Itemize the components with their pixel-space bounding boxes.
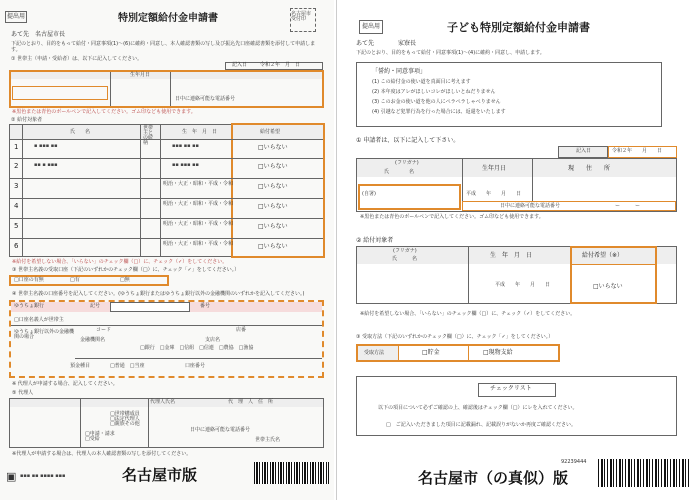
right-s2-wish-divider: [571, 264, 656, 265]
right-s2-note: ※給付を希望しない場合、「いらない」のチェック欄（□）に、チェック（✓）をしてください。: [360, 311, 576, 317]
left-addressee: あて先 名古屋市長: [11, 31, 66, 38]
right-agree-item: (2) 本年度はアレがほしいコレがほしいとねだりません: [372, 89, 496, 95]
left-s3-no[interactable]: □無: [120, 277, 130, 283]
left-row-no: 4: [14, 202, 19, 210]
left-footer-scan: ▪▪▪ ▪▪ ▪▪▪▪ ▪▪▪: [20, 473, 66, 479]
left-row-era: 明治・大正・昭和・平成・令和: [163, 181, 234, 187]
left-row-birth-scan: ▪▪ ▪▪▪ ▪▪: [172, 162, 199, 168]
left-s1-divider2: [170, 72, 171, 106]
left-row-line: [10, 218, 323, 219]
right-s2-vline: [468, 247, 469, 303]
left-s3-heading: ③ 世帯主名義の受取口座（下記のいずれかのチェック欄（□）に、チェック「✓」をしてください。）: [12, 267, 240, 273]
left-row-line: [10, 198, 323, 199]
left-s3-option-label: □口座の有無: [14, 277, 44, 283]
right-s3-heading: ③ 受取方法（下記のいずれかのチェック欄（□）に、チェック「✓」をしてください。）: [356, 334, 554, 340]
left-s1-note: ※黒色または青色のボールペンで記入してください。ゴム印なども使用できます。: [12, 109, 196, 115]
right-s1-phone-field[interactable]: [462, 201, 676, 211]
right-s2-col-name: 氏 名: [392, 256, 418, 262]
left-s2-col-name: 氏 名: [70, 129, 91, 135]
left-row-birth-scan: ▪▪▪ ▪▪ ▪▪: [172, 143, 199, 149]
left-s2-heading: ② 給付対象者: [11, 117, 43, 123]
left-row-no: 1: [14, 143, 19, 151]
left-bank-divider: [75, 358, 322, 359]
right-s1-birth: 生年月日: [482, 165, 507, 172]
left-form-title: 特別定額給付金申請書: [118, 13, 218, 24]
right-intro: 下記のとおり、目的をもって給付・同意事項(1)〜(4)に確約・同意し、申請します。: [356, 50, 545, 56]
left-s2-col-wish: 給付希望: [260, 129, 281, 135]
left-bank-fin-name: 金融機関名: [80, 337, 106, 343]
left-row-line: [10, 158, 323, 159]
right-s3-vline: [398, 346, 399, 360]
right-s2-kana: (フリガナ): [393, 248, 417, 254]
left-bank-branch: 支店名: [205, 337, 221, 343]
left-row-wish[interactable]: □いらない: [258, 183, 288, 190]
page-separator: [336, 0, 337, 500]
right-checklist-text: 以下の項目について必ずご確認の上、確認後はチェック欄（□）にレを入れてください。: [378, 405, 578, 411]
right-s1-vline: [532, 159, 533, 201]
left-row-no: 6: [14, 242, 19, 250]
left-bank-divider: [11, 325, 322, 326]
left-proxy-opts[interactable]: □世帯構成員 □法定代理人 □親族その他: [110, 411, 140, 427]
left-proxy-stamp: 世帯主氏名: [255, 437, 281, 443]
left-s2-col-birth: 生 年 月 日: [182, 129, 218, 135]
left-row-line: [10, 238, 323, 239]
left-proxy-name: 代理人氏名: [150, 399, 176, 405]
left-barcode-icon: [254, 462, 329, 484]
left-row-name-scan: ▪▪ ▪ ▪▪▪: [34, 162, 58, 168]
right-s1-phone-dash: ー ー: [615, 203, 641, 209]
right-s1-note: ※黒色または青色のボールペンで記入してください。ゴム印なども使用できます。: [360, 214, 544, 220]
right-barcode-icon: [598, 459, 690, 487]
left-proxy-vline: [80, 399, 81, 447]
left-row-wish[interactable]: □いらない: [258, 144, 288, 151]
left-s2-vline-2: [140, 125, 141, 256]
left-proxy-addr: 代 理 人 住 所: [228, 399, 274, 405]
left-bank-code-cells[interactable]: [110, 302, 190, 312]
left-bank-code2: コード: [96, 327, 112, 333]
right-s3-opt2[interactable]: □現物支給: [483, 349, 513, 356]
right-s1-date-value: 令和２年 月 日: [612, 148, 663, 154]
left-s1-date-label: 記入日: [232, 62, 248, 68]
left-row-wish[interactable]: □いらない: [258, 243, 288, 250]
left-row-name-scan: ▪ ▪▪▪ ▪▪: [34, 143, 58, 149]
left-s2-note: ※給付を希望しない場合、「いらない」のチェック欄（□）に、チェック（✓）をしてください。: [12, 259, 228, 265]
right-s1-date-label: 記入日: [576, 148, 592, 154]
left-logo-icon: ▣: [6, 470, 17, 483]
left-row-no: 5: [14, 222, 19, 230]
right-agree-title: 「誓約・同意事項」: [372, 68, 427, 75]
right-agree-item: (4) 引越など犯罪行為を行った場合には、返還をいたします: [372, 109, 506, 115]
left-s2-vline-3: [160, 125, 161, 256]
left-acct-opts[interactable]: □普通 □当座: [110, 363, 145, 369]
left-bank-other: ゆうちょ銀行以外の金融機関の場合: [14, 329, 75, 340]
left-acct-type: 預金種目: [70, 363, 91, 369]
right-submit-label: 提出用: [362, 23, 381, 30]
left-pay-note: ※ 代理人が申請する場合、記入してください。: [12, 381, 118, 387]
left-row-line: [10, 178, 323, 179]
left-row-wish[interactable]: □いらない: [258, 163, 288, 170]
left-bank-types[interactable]: □銀行 □金庫 □信組 □信連 □農協 □漁協: [140, 345, 254, 351]
left-proxy-check[interactable]: □申請・請求 □受給: [85, 431, 115, 442]
left-row-era: 明治・大正・昭和・平成・令和: [163, 221, 234, 227]
left-s2-vline-1: [22, 125, 23, 256]
left-s1-name-box: [12, 86, 108, 100]
left-s1-header-row: [11, 72, 322, 79]
right-s1-name-field[interactable]: [358, 184, 461, 210]
left-acct-num: 口座番号: [185, 363, 206, 369]
left-s1-birth-label: 生年月日: [130, 72, 151, 78]
right-s3-label: 受取方法: [364, 350, 385, 356]
left-intro: 下記のとおり、目的をもって給付・同意事項(1)〜(6)に確約・同意し、本人確認書類の写し及び振込先口座確認書類を添付して申請します。: [11, 41, 316, 53]
left-s2-col-rel: 世帯主との続柄: [143, 125, 154, 146]
left-bank-holder-check[interactable]: □口座名義人が世帯主: [14, 317, 64, 323]
right-s1-name: 氏 名: [384, 169, 415, 175]
right-form-title: 子ども特別定額給付金申請書: [447, 21, 590, 34]
right-s1-heading: ① 申請者は、以下に記入して下さい。: [356, 137, 460, 144]
left-s1-divider: [110, 72, 111, 106]
left-row-no: 2: [14, 162, 19, 170]
right-checklist-item[interactable]: □ ご記入いただきました項目に記載漏れ、記載誤りがないか再度ご確認ください。: [386, 422, 577, 428]
left-caption: 名古屋市版: [122, 466, 198, 484]
right-agree-item: (3) このお金の使い道を他の人にペラペラしゃべりません: [372, 99, 501, 105]
right-s2-era: 平成 年 月 日: [495, 282, 551, 288]
right-s1-era: 平成 年 月 日: [466, 191, 522, 197]
right-agree-item: (1) この給付金の使い道を真面目に考えます: [372, 79, 471, 85]
left-stamp-label: 名古屋市受付印: [291, 11, 312, 22]
right-caption: 名古屋市（の真似）版: [418, 469, 569, 487]
left-bank-code: 記号: [90, 303, 101, 309]
left-s1-heading: ① 世帯主（申請・受給者）は、以下に記入してください。: [11, 56, 143, 62]
right-s2-col-birth: 生 年 月 日: [490, 252, 533, 259]
left-row-wish[interactable]: □いらない: [258, 203, 288, 210]
right-s1-kana: (フリガナ): [395, 160, 419, 166]
left-submit-label: 提出用: [7, 13, 26, 20]
left-row-line: [10, 139, 323, 140]
right-s1-addr: 現 住 所: [568, 165, 611, 172]
left-proxy-footer: ※代理人が申請する場合は、代理人の本人確認書類の写しを添付してください。: [12, 451, 192, 457]
left-row-wish[interactable]: □いらない: [258, 223, 288, 230]
right-s2-wish[interactable]: □いらない: [593, 283, 623, 290]
right-s3-opt1[interactable]: □貯金: [422, 349, 440, 356]
left-s1-phone: 日中に連絡可能な電話番号: [175, 96, 236, 102]
left-s4-heading: ④ 世帯主名義の口座番号を記入してください。(ゆうちょ銀行またはゆうちょ銀行以外の金融機関のいずれかを記入してください。): [12, 291, 305, 297]
left-row-era: 明治・大正・昭和・平成・令和: [163, 201, 234, 207]
left-s3-yes[interactable]: □有: [70, 277, 80, 283]
right-s2-heading: ② 給付対象者: [356, 237, 394, 244]
right-checklist-title: チェックリスト: [490, 385, 532, 392]
right-s3-vline: [468, 346, 469, 360]
right-s2-col-wish: 給付希望（※）: [582, 252, 624, 259]
left-s1-date-value: 令和２年 月 日: [260, 62, 301, 68]
right-s1-self: (自署): [362, 191, 376, 197]
left-bank-shop: 店番: [236, 327, 247, 333]
left-bank-number: 番号: [200, 303, 211, 309]
left-proxy-phone: 日中に連絡可能な電話番号: [190, 427, 251, 433]
right-s1-phone: 日中に連絡可能な電話番号: [500, 203, 561, 209]
left-proxy-heading: ⑤ 代理人: [12, 390, 34, 396]
left-row-era: 明治・大正・昭和・平成・令和: [163, 241, 234, 247]
left-proxy-vline: [148, 399, 149, 447]
right-addressee: あて先 家寮長: [356, 40, 417, 47]
right-barcode-number: 92239444: [561, 459, 587, 465]
left-row-no: 3: [14, 182, 19, 190]
left-bank-yucho: ゆうちょ銀行: [14, 303, 45, 309]
